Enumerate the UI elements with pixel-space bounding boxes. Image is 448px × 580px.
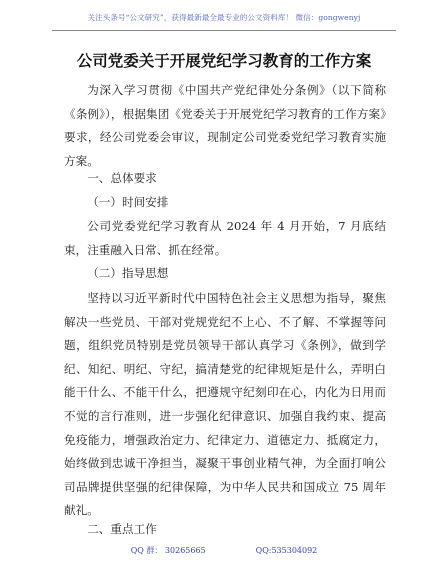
section-2 bbox=[64, 518, 386, 542]
header-divider bbox=[52, 30, 396, 31]
section-1-sub-1-body bbox=[64, 215, 386, 262]
section-1-sub-2-body bbox=[64, 287, 386, 523]
footer-qq: QQ:535304092 bbox=[255, 546, 318, 555]
section-1 bbox=[64, 167, 386, 191]
section-1-sub-2-heading: （二）指导思想 bbox=[87, 266, 169, 280]
intro-paragraph: 为深入学习贯彻《中国共产党纪律处分条例》（以下简称《条例》），根据集团《党委关于开展党纪学习教育的工作方案》要求，经公司党委会审议，现制定公司党委党纪学习教育实施方案。 bbox=[64, 83, 386, 168]
footer-qq-group: QQ 群： 30265665 bbox=[130, 546, 206, 555]
time-schedule-paragraph: 公司党委党纪学习教育从 2024 年 4 月开始，7 月底结束，注重融入日常、抓在经常。 bbox=[64, 219, 386, 257]
guiding-thought-paragraph: 坚持以习近平新时代中国特色社会主义思想为指导，聚焦解决一些党员、干部对党规党纪不上心、不了解、不掌握等问题，组织党员特别是党员领导干部认真学习《条例》，做到学纪、知纪、明纪、守纪，搞清楚党的纪律规矩是什么，弄明白能干什么、不能干什么，把遵规守纪刻印在心，内化为日用而不觉的言行准则，进一步强化纪律意识、加强自我约束、提高免疫能力，增强政治定力、纪律定力、道德定力、抵腐定力，始终做到忠诚干净担当，凝聚干事创业精气神，为全面打响公司品牌提供坚强的纪律保障，为中华人民共和国成立 75 周年献礼。 bbox=[64, 291, 386, 518]
section-1-heading: 一、总体要求 bbox=[87, 171, 157, 185]
document-title: 公司党委关于开展党纪学习教育的工作方案 bbox=[76, 51, 372, 70]
document-body bbox=[64, 79, 386, 173]
header-banner: 关注头条号“公文研究”，获得最新最全最专业的公文资料库！ 微信：gongwenyj bbox=[87, 13, 361, 22]
section-2-heading: 二、重点工作 bbox=[87, 522, 157, 536]
footer-contact bbox=[0, 545, 448, 556]
section-1-sub-1-heading: （一）时间安排 bbox=[87, 195, 169, 209]
section-1-sub-1 bbox=[64, 191, 386, 215]
section-1-sub-2 bbox=[64, 262, 386, 286]
